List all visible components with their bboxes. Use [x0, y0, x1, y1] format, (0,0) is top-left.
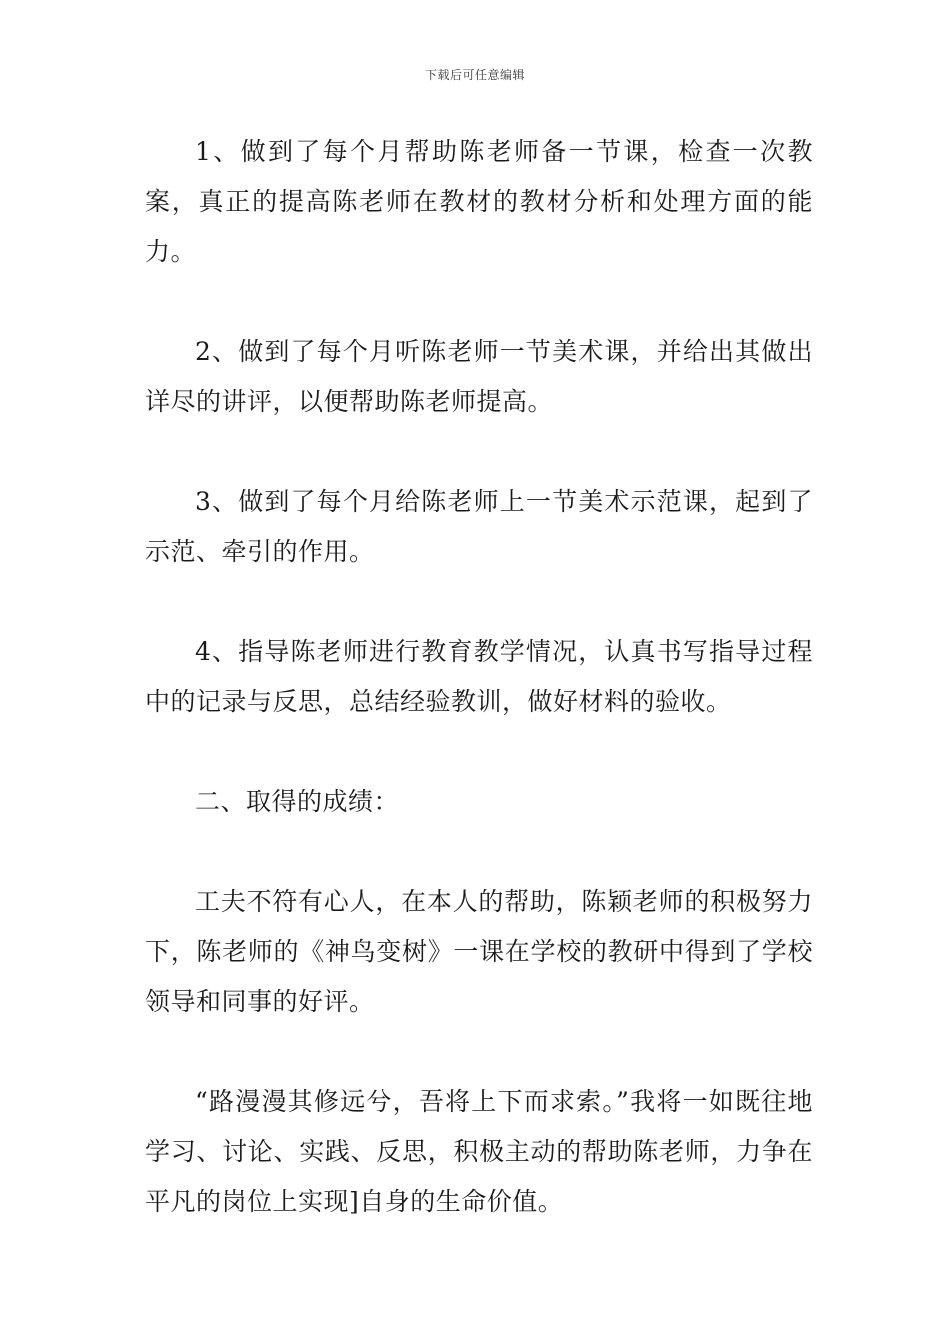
document-body — [145, 127, 813, 1277]
page-header-note: 下载后可任意编辑 — [424, 68, 525, 82]
paragraph-achievements: 工夫不符有心人，在本人的帮助，陈颖老师的积极努力下，陈老师的《神鸟变树》一课在学校的教研中得到了学校领导和同事的好评。 — [145, 887, 813, 1016]
paragraph-item-2: 2、做到了每个月听陈老师一节美术课，并给出其做出详尽的讲评，以便帮助陈老师提高。 — [145, 337, 813, 416]
paragraph-conclusion: “路漫漫其修远兮，吾将上下而求索。”我将一如既往地学习、讨论、实践、反思，积极主动的帮助陈老师，力争在平凡的岗位上实现]自身的生命价值。 — [145, 1087, 813, 1216]
section-heading-achievements: 二、取得的成绩： — [195, 787, 400, 816]
paragraph-item-1: 1、做到了每个月帮助陈老师备一节课，检查一次教案，真正的提高陈老师在教材的教材分析和处理方面的能力。 — [145, 137, 813, 266]
paragraph-item-4: 4、指导陈老师进行教育教学情况，认真书写指导过程中的记录与反思，总结经验教训，做好材料的验收。 — [145, 637, 813, 716]
paragraph-item-3: 3、做到了每个月给陈老师上一节美术示范课，起到了示范、牵引的作用。 — [145, 487, 813, 566]
